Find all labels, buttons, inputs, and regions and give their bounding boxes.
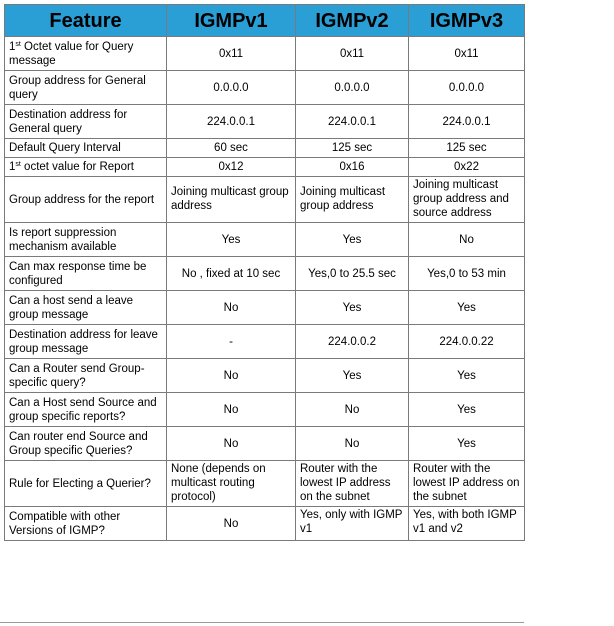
- feature-cell: Group address for General query: [5, 71, 167, 105]
- igmpv1-cell: No: [167, 291, 296, 325]
- table-row: [5, 507, 525, 541]
- table-row: [5, 359, 525, 393]
- igmpv2-cell: Yes: [296, 223, 409, 257]
- feature-cell: Can router end Source and Group specific Queries?: [5, 427, 167, 461]
- igmpv1-cell: Yes: [167, 223, 296, 257]
- feature-cell: Is report suppression mechanism available: [5, 223, 167, 257]
- page-bottom-rule: [0, 622, 524, 623]
- header-igmpv1: IGMPv1: [167, 5, 296, 37]
- table-row: [5, 105, 525, 139]
- table-row: [5, 71, 525, 105]
- feature-cell: [5, 158, 167, 177]
- igmpv3-cell: Yes, with both IGMP v1 and v2: [409, 507, 525, 541]
- feature-cell: Can a Host send Source and group specific reports?: [5, 393, 167, 427]
- igmpv2-cell: 0.0.0.0: [296, 71, 409, 105]
- igmpv2-cell: 224.0.0.1: [296, 105, 409, 139]
- feature-cell: Rule for Electing a Querier?: [5, 461, 167, 507]
- igmpv2-cell: No: [296, 427, 409, 461]
- igmpv3-cell: 224.0.0.22: [409, 325, 525, 359]
- igmpv2-cell: 224.0.0.2: [296, 325, 409, 359]
- igmpv2-cell: Joining multicast group address: [296, 177, 409, 223]
- header-igmpv2: IGMPv2: [296, 5, 409, 37]
- igmpv1-cell: -: [167, 325, 296, 359]
- feature-cell: Can max response time be configured: [5, 257, 167, 291]
- header-feature: Feature: [5, 5, 167, 37]
- igmpv3-cell: 0x11: [409, 37, 525, 71]
- table-row: [5, 291, 525, 325]
- igmpv3-cell: Yes: [409, 291, 525, 325]
- igmpv1-cell: None (depends on multicast routing protocol): [167, 461, 296, 507]
- header-row: [5, 5, 525, 37]
- igmpv1-cell: 0.0.0.0: [167, 71, 296, 105]
- feature-cell: Destination address for General query: [5, 105, 167, 139]
- igmpv2-cell: Yes, only with IGMP v1: [296, 507, 409, 541]
- table-row: [5, 393, 525, 427]
- table-row: [5, 461, 525, 507]
- igmpv1-cell: No: [167, 393, 296, 427]
- feature-cell: Can a host send a leave group message: [5, 291, 167, 325]
- feature-text-post: octet value for Report: [20, 161, 135, 173]
- igmpv1-cell: No: [167, 359, 296, 393]
- table-row: [5, 427, 525, 461]
- feature-cell: Default Query Interval: [5, 139, 167, 158]
- igmp-comparison-table: [4, 4, 525, 541]
- feature-text-pre: 1: [9, 40, 16, 53]
- table-row: [5, 325, 525, 359]
- igmpv1-cell: 224.0.0.1: [167, 105, 296, 139]
- igmpv3-cell: Yes,0 to 53 min: [409, 257, 525, 291]
- igmpv3-cell: 125 sec: [409, 139, 525, 158]
- igmpv2-cell: 0x11: [296, 37, 409, 71]
- feature-text-post: Octet value for Query message: [9, 40, 134, 67]
- table-row: [5, 177, 525, 223]
- header-igmpv3: IGMPv3: [409, 5, 525, 37]
- igmpv3-cell: Router with the lowest IP address on the subnet: [409, 461, 525, 507]
- igmpv2-cell: Yes,0 to 25.5 sec: [296, 257, 409, 291]
- igmpv3-cell: Joining multicast group address and source address: [409, 177, 525, 223]
- igmpv1-cell: No: [167, 507, 296, 541]
- igmpv1-cell: 60 sec: [167, 139, 296, 158]
- igmpv3-cell: Yes: [409, 427, 525, 461]
- feature-cell: Destination address for leave group message: [5, 325, 167, 359]
- igmpv3-cell: No: [409, 223, 525, 257]
- igmpv3-cell: Yes: [409, 393, 525, 427]
- igmpv2-cell: Router with the lowest IP address on the subnet: [296, 461, 409, 507]
- feature-text-pre: 1: [9, 161, 16, 173]
- feature-cell: [5, 37, 167, 71]
- igmpv3-cell: Yes: [409, 359, 525, 393]
- table-row: [5, 158, 525, 177]
- igmpv3-cell: 0x22: [409, 158, 525, 177]
- igmpv1-cell: No: [167, 427, 296, 461]
- table-row: [5, 37, 525, 71]
- igmpv2-cell: 0x16: [296, 158, 409, 177]
- igmpv1-cell: Joining multicast group address: [167, 177, 296, 223]
- igmpv2-cell: Yes: [296, 291, 409, 325]
- igmpv1-cell: No , fixed at 10 sec: [167, 257, 296, 291]
- feature-text-sup: st: [15, 40, 21, 48]
- igmpv1-cell: 0x12: [167, 158, 296, 177]
- igmpv3-cell: 224.0.0.1: [409, 105, 525, 139]
- igmpv2-cell: No: [296, 393, 409, 427]
- table-row: [5, 139, 525, 158]
- igmpv2-cell: 125 sec: [296, 139, 409, 158]
- feature-text-sup: st: [15, 161, 21, 168]
- feature-cell: Group address for the report: [5, 177, 167, 223]
- feature-cell: Can a Router send Group-specific query?: [5, 359, 167, 393]
- igmpv3-cell: 0.0.0.0: [409, 71, 525, 105]
- table-row: [5, 223, 525, 257]
- igmpv1-cell: 0x11: [167, 37, 296, 71]
- igmpv2-cell: Yes: [296, 359, 409, 393]
- feature-cell: Compatible with other Versions of IGMP?: [5, 507, 167, 541]
- table-row: [5, 257, 525, 291]
